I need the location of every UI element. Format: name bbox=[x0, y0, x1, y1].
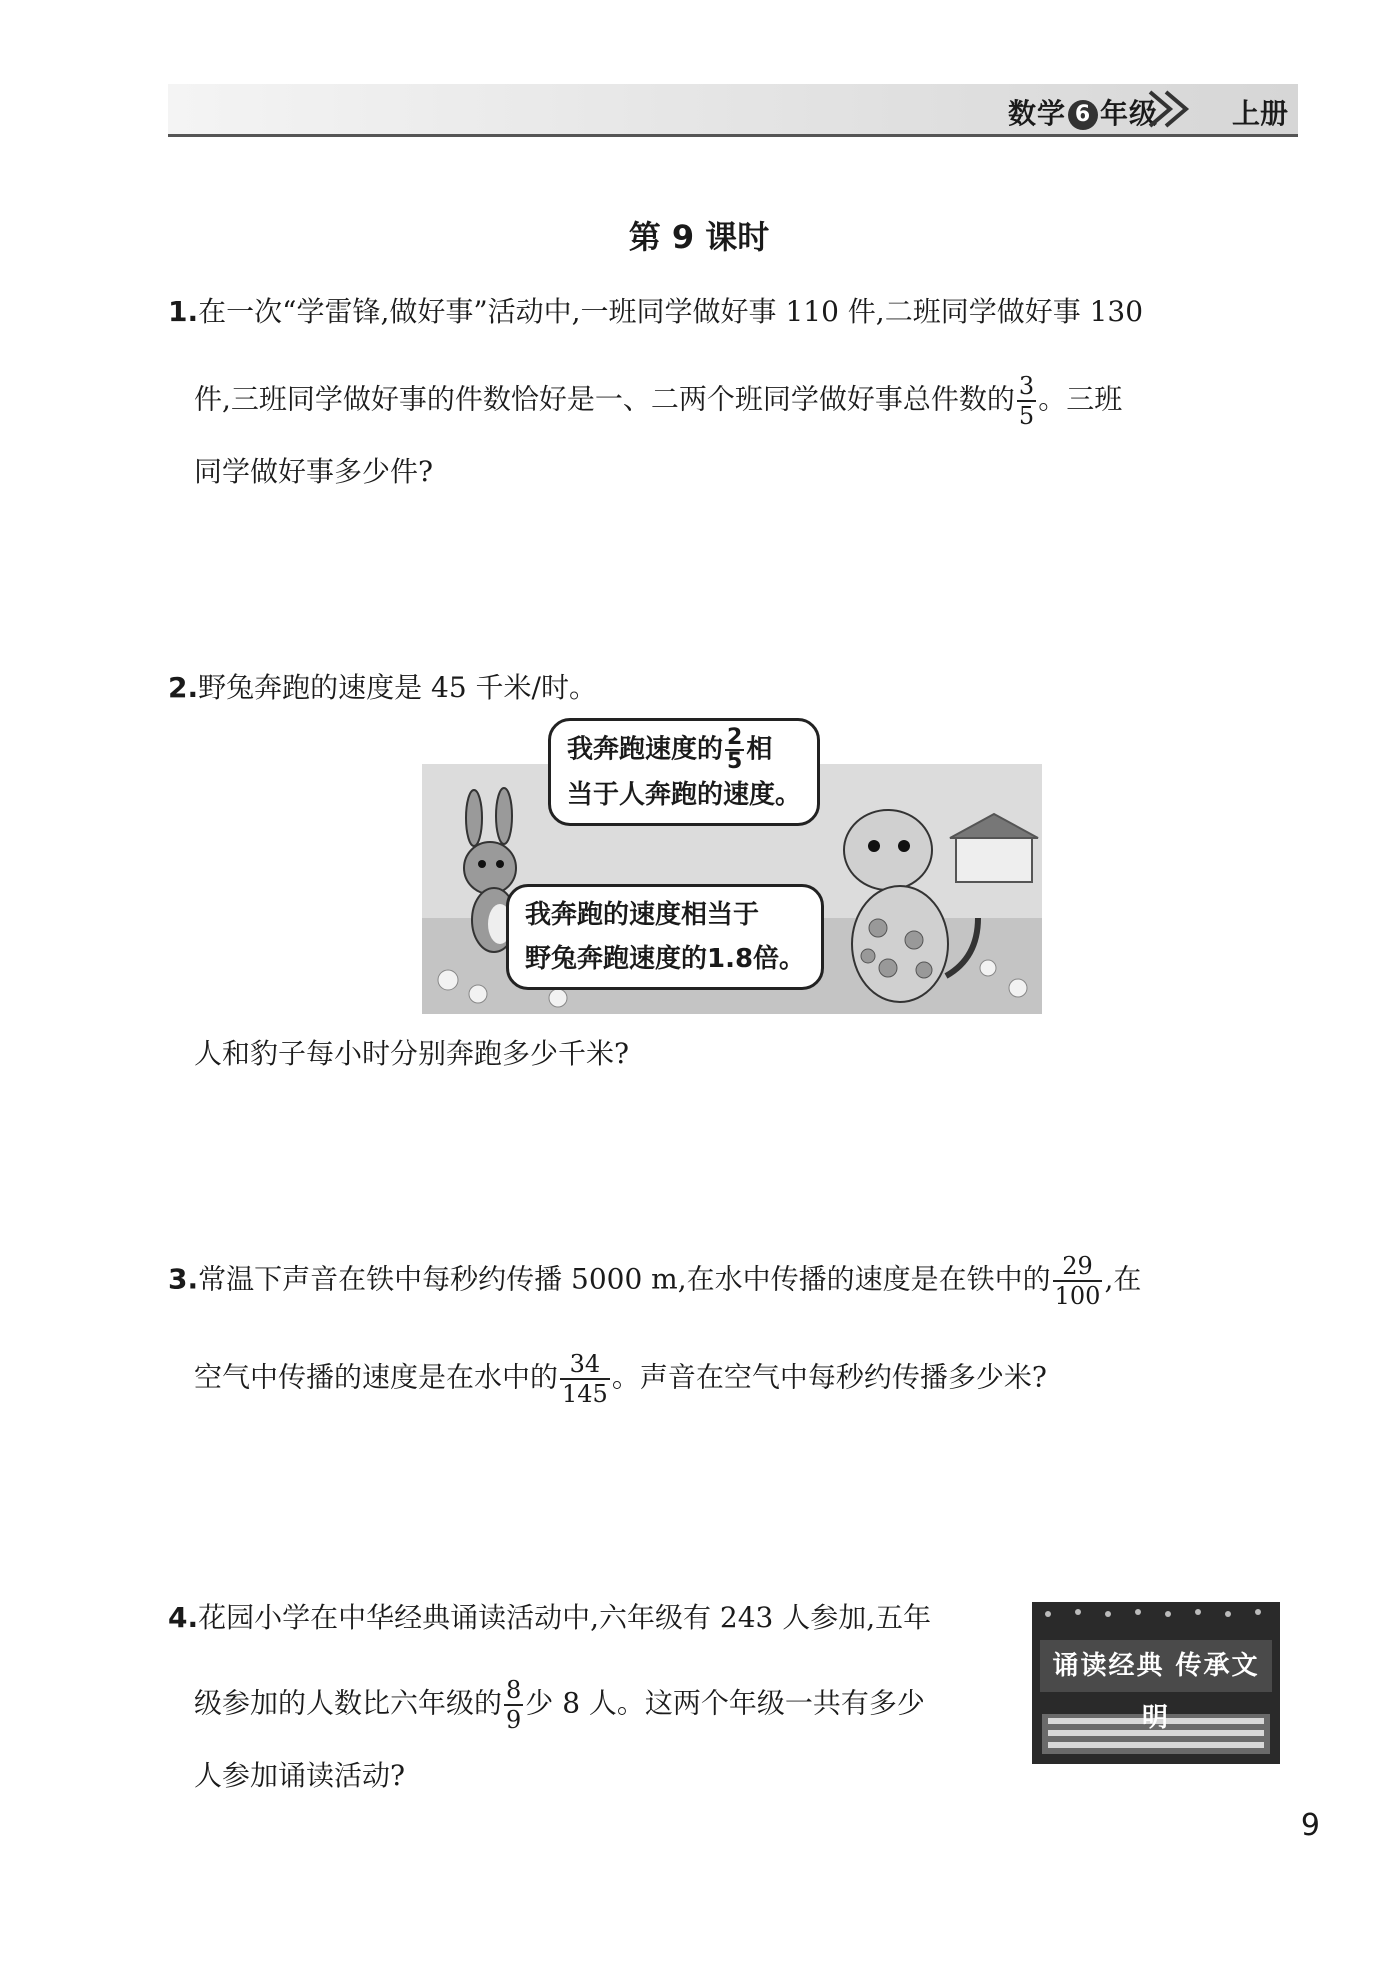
q1-line3: 同学做好事多少件? bbox=[194, 455, 434, 488]
q1-line1 bbox=[168, 292, 1143, 332]
q1-text-line2-after: 。三班 bbox=[1038, 382, 1123, 416]
q3-fraction1 bbox=[1053, 1252, 1103, 1310]
q1-number: 1. bbox=[168, 295, 199, 328]
recitation-event-photo bbox=[1032, 1602, 1280, 1764]
header-subject: 数学 bbox=[1007, 97, 1066, 130]
q3-fraction1-numerator: 29 bbox=[1053, 1252, 1103, 1282]
q3-fraction2 bbox=[560, 1350, 610, 1408]
page-header bbox=[168, 84, 1298, 137]
header-volume: 上册 bbox=[1231, 97, 1288, 130]
rabbit-bubble-line1-after: 相 bbox=[746, 734, 773, 765]
rabbit-speech-bubble bbox=[548, 718, 820, 826]
q4-text-line2-after: 少 8 人。这两个年级一共有多少 bbox=[525, 1686, 925, 1720]
rabbit-bubble-line2: 当于人奔跑的速度。 bbox=[567, 780, 802, 810]
q4-fraction bbox=[504, 1676, 523, 1734]
rabbit-bubble-fraction-denominator: 5 bbox=[727, 749, 743, 774]
rabbit-bubble-fraction-numerator: 2 bbox=[727, 725, 743, 750]
q1-line2 bbox=[194, 372, 1122, 430]
q3-text-line1-before: 常温下声音在铁中每秒约传播 5000 m,在水中传播的速度是在铁中的 bbox=[198, 1262, 1051, 1296]
q4-fraction-denominator: 9 bbox=[506, 1706, 522, 1734]
q4-text-line1: 花园小学在中华经典诵读活动中,六年级有 243 人参加,五年 bbox=[198, 1601, 932, 1634]
q4-number: 4. bbox=[168, 1601, 199, 1634]
q4-fraction-numerator: 8 bbox=[506, 1676, 522, 1704]
double-chevron-icon bbox=[1142, 84, 1202, 134]
rabbit-leopard-illustration bbox=[418, 718, 1046, 1018]
header-subject-grade bbox=[1008, 92, 1158, 132]
leopard-bubble-line2: 野兔奔跑速度的1.8倍。 bbox=[525, 944, 806, 974]
q3-fraction1-denominator: 100 bbox=[1054, 1282, 1101, 1310]
q2-intro: 野兔奔跑的速度是 45 千米/时。 bbox=[198, 671, 597, 704]
rabbit-bubble-line1-before: 我奔跑速度的 bbox=[567, 734, 724, 765]
q4-line2 bbox=[194, 1676, 925, 1734]
q1-fraction-denominator: 5 bbox=[1018, 402, 1035, 430]
q1-fraction bbox=[1017, 372, 1036, 430]
grade-number-badge: 6 bbox=[1068, 100, 1098, 130]
q3-text-line2-after: 。声音在空气中每秒约传播多少米? bbox=[611, 1360, 1047, 1394]
q1-text-line1: 在一次“学雷锋,做好事”活动中,一班同学做好事 110 件,二班同学做好事 130 bbox=[198, 295, 1144, 328]
q4-line3: 人参加诵读活动? bbox=[194, 1759, 406, 1792]
rabbit-bubble-fraction bbox=[725, 727, 744, 773]
q3-text-line1-after: ,在 bbox=[1104, 1262, 1142, 1296]
q1-fraction-numerator: 3 bbox=[1018, 372, 1035, 400]
header-grade-suffix: 年级 bbox=[1099, 97, 1158, 130]
leopard-bubble-line1: 我奔跑的速度相当于 bbox=[525, 900, 760, 930]
page-number: 9 bbox=[1300, 1808, 1320, 1843]
q3-line2 bbox=[194, 1350, 1047, 1408]
q3-line1 bbox=[168, 1252, 1141, 1310]
q3-number: 3. bbox=[168, 1262, 199, 1296]
q3-text-line2-before: 空气中传播的速度是在水中的 bbox=[194, 1360, 559, 1394]
photo-banner-text: 诵读经典 传承文明 bbox=[1040, 1640, 1272, 1692]
q2-question: 人和豹子每小时分别奔跑多少千米? bbox=[194, 1037, 630, 1070]
lesson-title: 第 9 课时 bbox=[628, 218, 770, 256]
q2-intro-line bbox=[168, 668, 597, 708]
leopard-speech-bubble bbox=[506, 884, 824, 990]
q4-text-line2-before: 级参加的人数比六年级的 bbox=[194, 1686, 503, 1720]
q3-fraction2-numerator: 34 bbox=[560, 1350, 610, 1380]
q1-text-line2-before: 件,三班同学做好事的件数恰好是一、二两个班同学做好事总件数的 bbox=[194, 382, 1015, 416]
q3-fraction2-denominator: 145 bbox=[562, 1380, 608, 1408]
q4-line1 bbox=[168, 1598, 931, 1638]
q2-number: 2. bbox=[168, 671, 199, 704]
